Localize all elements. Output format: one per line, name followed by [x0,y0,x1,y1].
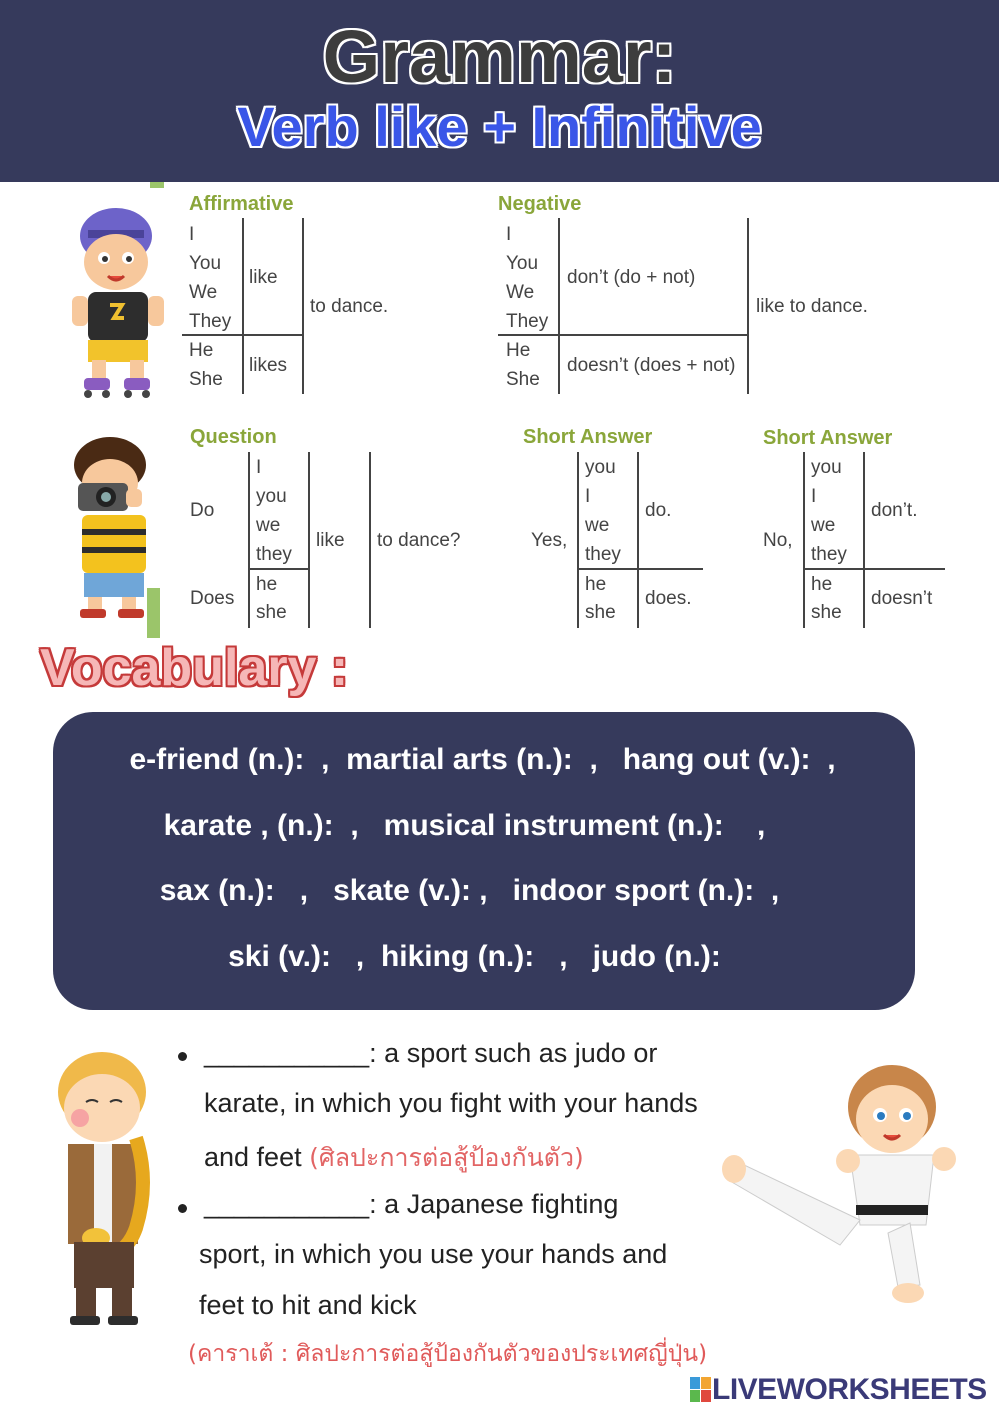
definition-line: ___________: a sport such as judo or [204,1038,658,1068]
table-divider [863,452,865,628]
complement: to dance. [310,296,389,317]
verb-plural: like [249,267,278,288]
aux-plural: don’t (do + not) [567,267,696,288]
table-divider [242,218,244,394]
pronoun: she [585,602,616,623]
pronoun: they [811,544,847,565]
table-divider [369,452,371,628]
pronoun: he [256,574,278,595]
short-answer-yes-heading: Short Answer [523,426,653,448]
table-divider [637,452,639,628]
negative-heading: Negative [498,193,582,215]
aux-plural: don’t. [871,500,918,521]
pronoun: I [256,457,262,478]
short-answer-no-heading: Short Answer [763,427,893,449]
pronoun: he [811,574,833,595]
vocabulary-title: Vocabulary : [40,639,349,697]
table-divider [308,452,310,628]
bullet [178,1204,187,1213]
aux-singular: doesn’t (does + not) [567,355,736,376]
logo-text: LIVEWORKSHEETS [712,1373,987,1406]
question-heading: Question [190,426,277,448]
aux-singular: does. [645,588,692,609]
pronoun: you [585,457,616,478]
vocabulary-line: e-friend (n.): , martial arts (n.): , hang out (v.): , [129,743,836,776]
skater-boy-illustration [58,200,176,400]
pronoun: you [811,457,842,478]
aux-plural: Do [190,500,215,521]
definition-thai: (ศิลปะการต่อสู้ป้องกันตัว) [309,1143,584,1172]
pronoun: they [585,544,621,565]
definition-thai: (คาราเต้ : ศิลปะการต่อสู้ป้องกันตัวของประเทศญี่ปุ่น) [188,1341,708,1367]
answer-lead: Yes, [531,530,568,551]
pronoun: you [256,486,287,507]
header-banner [0,0,999,182]
table-divider [182,334,303,336]
vocabulary-line: sax (n.): , skate (v.): , indoor sport (n.): , [159,874,780,907]
saxophone-boy-illustration [40,1042,170,1327]
liveworksheets-logo-icon [690,1377,712,1403]
verb-singular: likes [249,355,288,376]
pronoun: They [506,311,549,332]
pronoun: we [811,515,836,536]
table-divider [248,568,309,570]
pronoun: we [256,515,281,536]
definition-line: feet to hit and kick [199,1290,417,1320]
pronoun: He [506,340,531,361]
definition-line: sport, in which you use your hands and [199,1239,668,1269]
complement: like to dance. [756,296,868,317]
answer-lead: No, [763,530,793,551]
table-divider [803,452,805,628]
pronoun: I [506,224,512,245]
pronoun: She [506,369,540,390]
pronoun: I [585,486,591,507]
pronoun: You [189,253,222,274]
table-divider [248,452,250,628]
pronoun: they [256,544,292,565]
complement: to dance? [377,530,461,551]
table-divider [577,452,579,628]
pronoun: You [506,253,539,274]
affirmative-heading: Affirmative [189,193,294,215]
bullet [178,1052,187,1061]
liveworksheets-logo [690,1375,987,1405]
pronoun: We [189,282,218,303]
table-divider [803,568,945,570]
pronoun: she [256,602,287,623]
definition-line: karate, in which you fight with your hands [204,1088,698,1118]
pronoun: She [189,369,223,390]
pronoun: He [189,340,214,361]
pronoun: he [585,574,607,595]
page-title: Grammar: [322,15,677,98]
table-divider [302,218,304,394]
pronoun: we [585,515,610,536]
pronoun: I [189,224,195,245]
definition-text: and feet [204,1142,302,1172]
page-subtitle: Verb like + Infinitive [237,95,762,158]
aux-singular: Does [190,588,235,609]
table-divider [577,568,703,570]
pronoun: We [506,282,535,303]
pronoun: They [189,311,232,332]
accent-bar [150,182,164,188]
definition-line [204,1138,584,1178]
table-divider [558,218,560,394]
aux-singular: doesn’t [871,588,933,609]
verb: like [316,530,345,551]
pronoun: I [811,486,817,507]
karate-girl-illustration [720,1055,980,1310]
vocabulary-line: ski (v.): , hiking (n.): , judo (n.): [228,940,721,973]
vocabulary-line: karate , (n.): , musical instrument (n.): , [163,809,766,842]
photographer-boy-illustration [60,435,160,620]
table-divider [747,218,749,394]
pronoun: she [811,602,842,623]
table-divider [498,334,748,336]
definition-line: ___________: a Japanese fighting [204,1189,619,1219]
aux-plural: do. [645,500,672,521]
